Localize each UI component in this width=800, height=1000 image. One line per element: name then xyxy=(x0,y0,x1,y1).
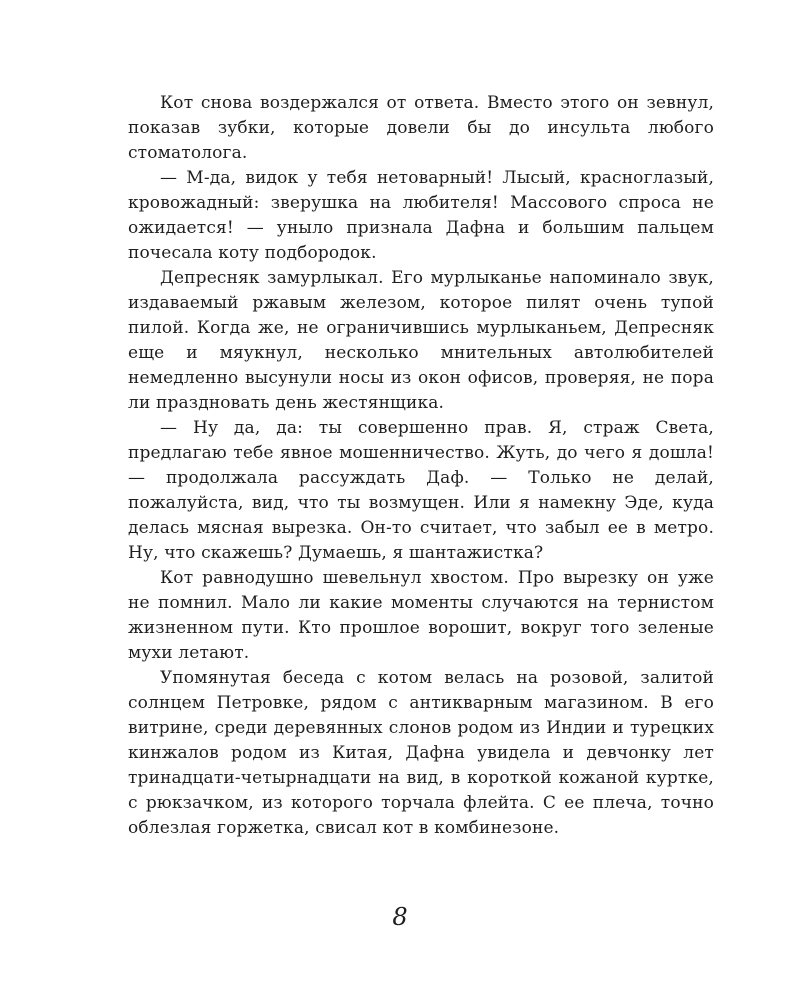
page-number: 8 xyxy=(392,903,408,931)
paragraph-6: Упомянутая беседа с котом велась на розовой, залитой солнцем Петровке, рядом с антикварным магазином. В его витрине, среди деревянных слонов родом из Индии и турецких кинжалов родом из Китая, Дафна увидела и девчонку лет тринадцати-четырнадцати на вид, в короткой кожаной куртке, с рюкзачком, из которого торчала флейта. С ее плеча, точно облезлая горжетка, свисал кот в комбинезоне. xyxy=(128,668,714,838)
paragraph-4: — Ну да, да: ты совершенно прав. Я, страж Света, предлагаю тебе явное мошенничество. Жуть, до чего я дошла! — продолжала рассуждать Даф. — Только не делай, пожалуйста, вид, что ты возмущен. Или я намекну Эде, куда делась мясная вырезка. Он-то считает, что забыл ее в метро. Ну, что скажешь? Думаешь, я шантажистка? xyxy=(128,418,714,563)
paragraph-1: Кот снова воздержался от ответа. Вместо этого он зевнул, показав зубки, которые довели бы до инсульта любого стоматолога. xyxy=(128,93,714,163)
paragraph-5: Кот равнодушно шевельнул хвостом. Про вырезку он уже не помнил. Мало ли какие моменты случаются на тернистом жизненном пути. Кто прошлое ворошит, вокруг того зеленые мухи летают. xyxy=(128,568,714,663)
paragraph-3: Депресняк замурлыкал. Его мурлыканье напоминало звук, издаваемый ржавым железом, которое пилят очень тупой пилой. Когда же, не ограничившись мурлыканьем, Депресняк еще и мяукнул, несколько мнительных автолюбителей немедленно высунули носы из окон офисов, проверяя, не пора ли праздновать день жестянщика. xyxy=(128,268,714,413)
body-text xyxy=(128,91,714,841)
paragraph-2: — М-да, видок у тебя нетоварный! Лысый, красноглазый, кровожадный: зверушка на любителя! Массового спроса не ожидается! — уныло признала Дафна и большим пальцем почесала коту подбородок. xyxy=(128,168,714,263)
